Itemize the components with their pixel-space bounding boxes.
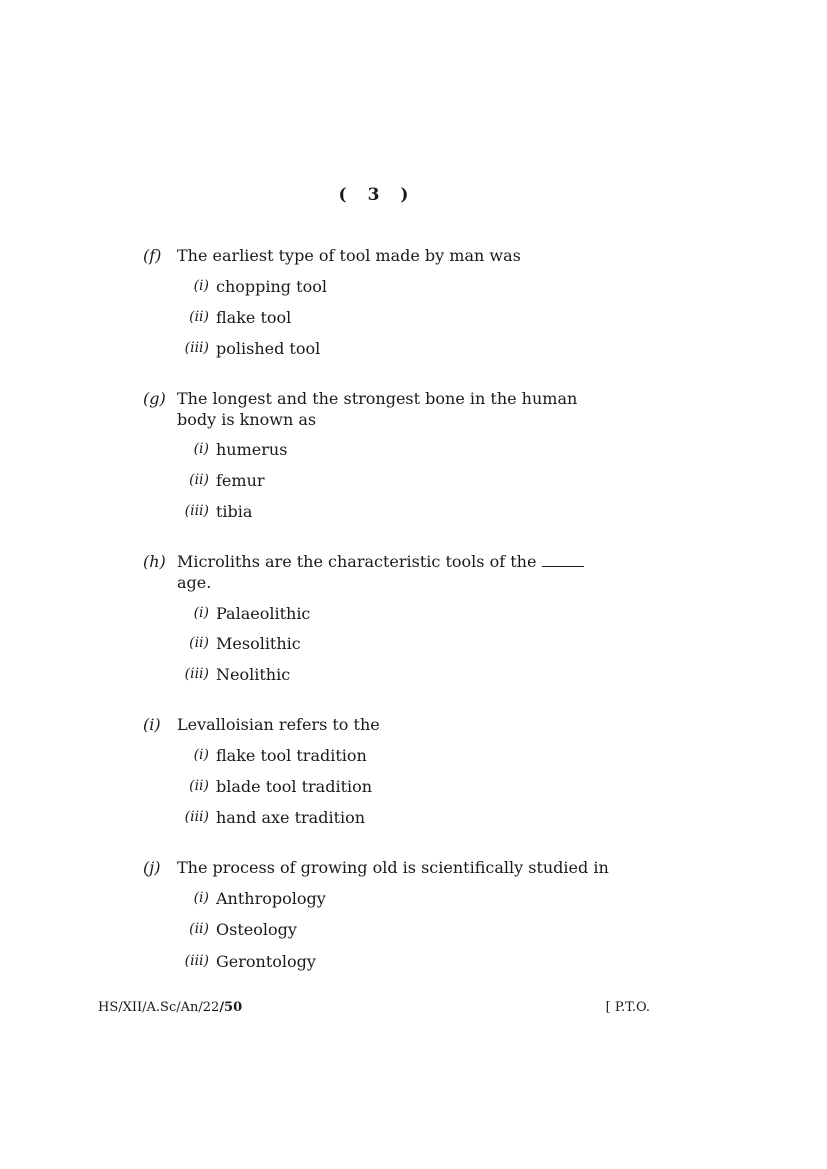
option-text: flake tool tradition <box>216 746 367 765</box>
option-text: femur <box>216 471 265 490</box>
question-label: (f) <box>143 246 162 265</box>
paper-code: HS/XII/A.Sc/An/22/50 <box>98 1000 243 1015</box>
option-label: (i) <box>193 747 209 763</box>
option-item <box>143 664 623 685</box>
option-text: Gerontology <box>216 952 316 971</box>
option-text: Anthropology <box>216 889 326 908</box>
option-label: (i) <box>193 605 209 621</box>
option-item <box>143 603 623 624</box>
option-item <box>143 338 623 359</box>
option-item <box>143 807 623 828</box>
question-text: Levalloisian refers to the <box>177 715 380 734</box>
option-text: humerus <box>216 440 288 459</box>
question-label: (j) <box>143 858 161 877</box>
question-text: Microliths are the characteristic tools of the age. <box>177 551 623 593</box>
option-label: (i) <box>193 441 209 457</box>
option-item <box>143 470 623 491</box>
option-label: (iii) <box>184 809 209 825</box>
fill-in-blank <box>542 554 584 567</box>
option-item <box>143 919 623 940</box>
question-text: The longest and the strongest bone in the human body is known as <box>177 389 578 429</box>
question-label: (i) <box>143 715 161 734</box>
option-label: (iii) <box>184 340 209 356</box>
option-item <box>143 633 623 654</box>
question-g <box>143 388 623 521</box>
option-text: chopping tool <box>216 277 327 296</box>
option-item <box>143 888 623 909</box>
option-item <box>143 276 623 297</box>
question-j <box>143 857 623 971</box>
option-label: (i) <box>193 890 209 906</box>
option-text: Osteology <box>216 920 297 939</box>
option-label: (i) <box>193 278 209 294</box>
page-number: ( 3 ) <box>338 185 410 205</box>
pto-marker: [ P.T.O. <box>605 1000 650 1015</box>
question-text: The process of growing old is scientifically studied in <box>177 858 609 877</box>
option-text: Neolithic <box>216 665 291 684</box>
option-text: tibia <box>216 502 253 521</box>
option-item <box>143 307 623 328</box>
question-h <box>143 551 623 684</box>
question-i <box>143 714 623 827</box>
option-label: (ii) <box>189 778 209 794</box>
question-f <box>143 245 623 358</box>
option-label: (ii) <box>189 309 209 325</box>
option-text: polished tool <box>216 339 321 358</box>
option-label: (ii) <box>189 921 209 937</box>
question-label: (g) <box>143 389 166 408</box>
question-text: The earliest type of tool made by man was <box>177 246 521 265</box>
page-footer <box>98 1000 650 1015</box>
option-label: (iii) <box>184 953 209 969</box>
option-item <box>143 776 623 797</box>
option-item <box>143 439 623 460</box>
option-text: Mesolithic <box>216 634 301 653</box>
option-label: (iii) <box>184 666 209 682</box>
option-label: (iii) <box>184 503 209 519</box>
option-label: (ii) <box>189 472 209 488</box>
option-text: hand axe tradition <box>216 808 366 827</box>
option-text: flake tool <box>216 308 292 327</box>
option-item <box>143 745 623 766</box>
option-label: (ii) <box>189 635 209 651</box>
option-item <box>143 951 623 972</box>
option-text: Palaeolithic <box>216 604 311 623</box>
question-label: (h) <box>143 552 166 571</box>
option-text: blade tool tradition <box>216 777 373 796</box>
option-item <box>143 501 623 522</box>
